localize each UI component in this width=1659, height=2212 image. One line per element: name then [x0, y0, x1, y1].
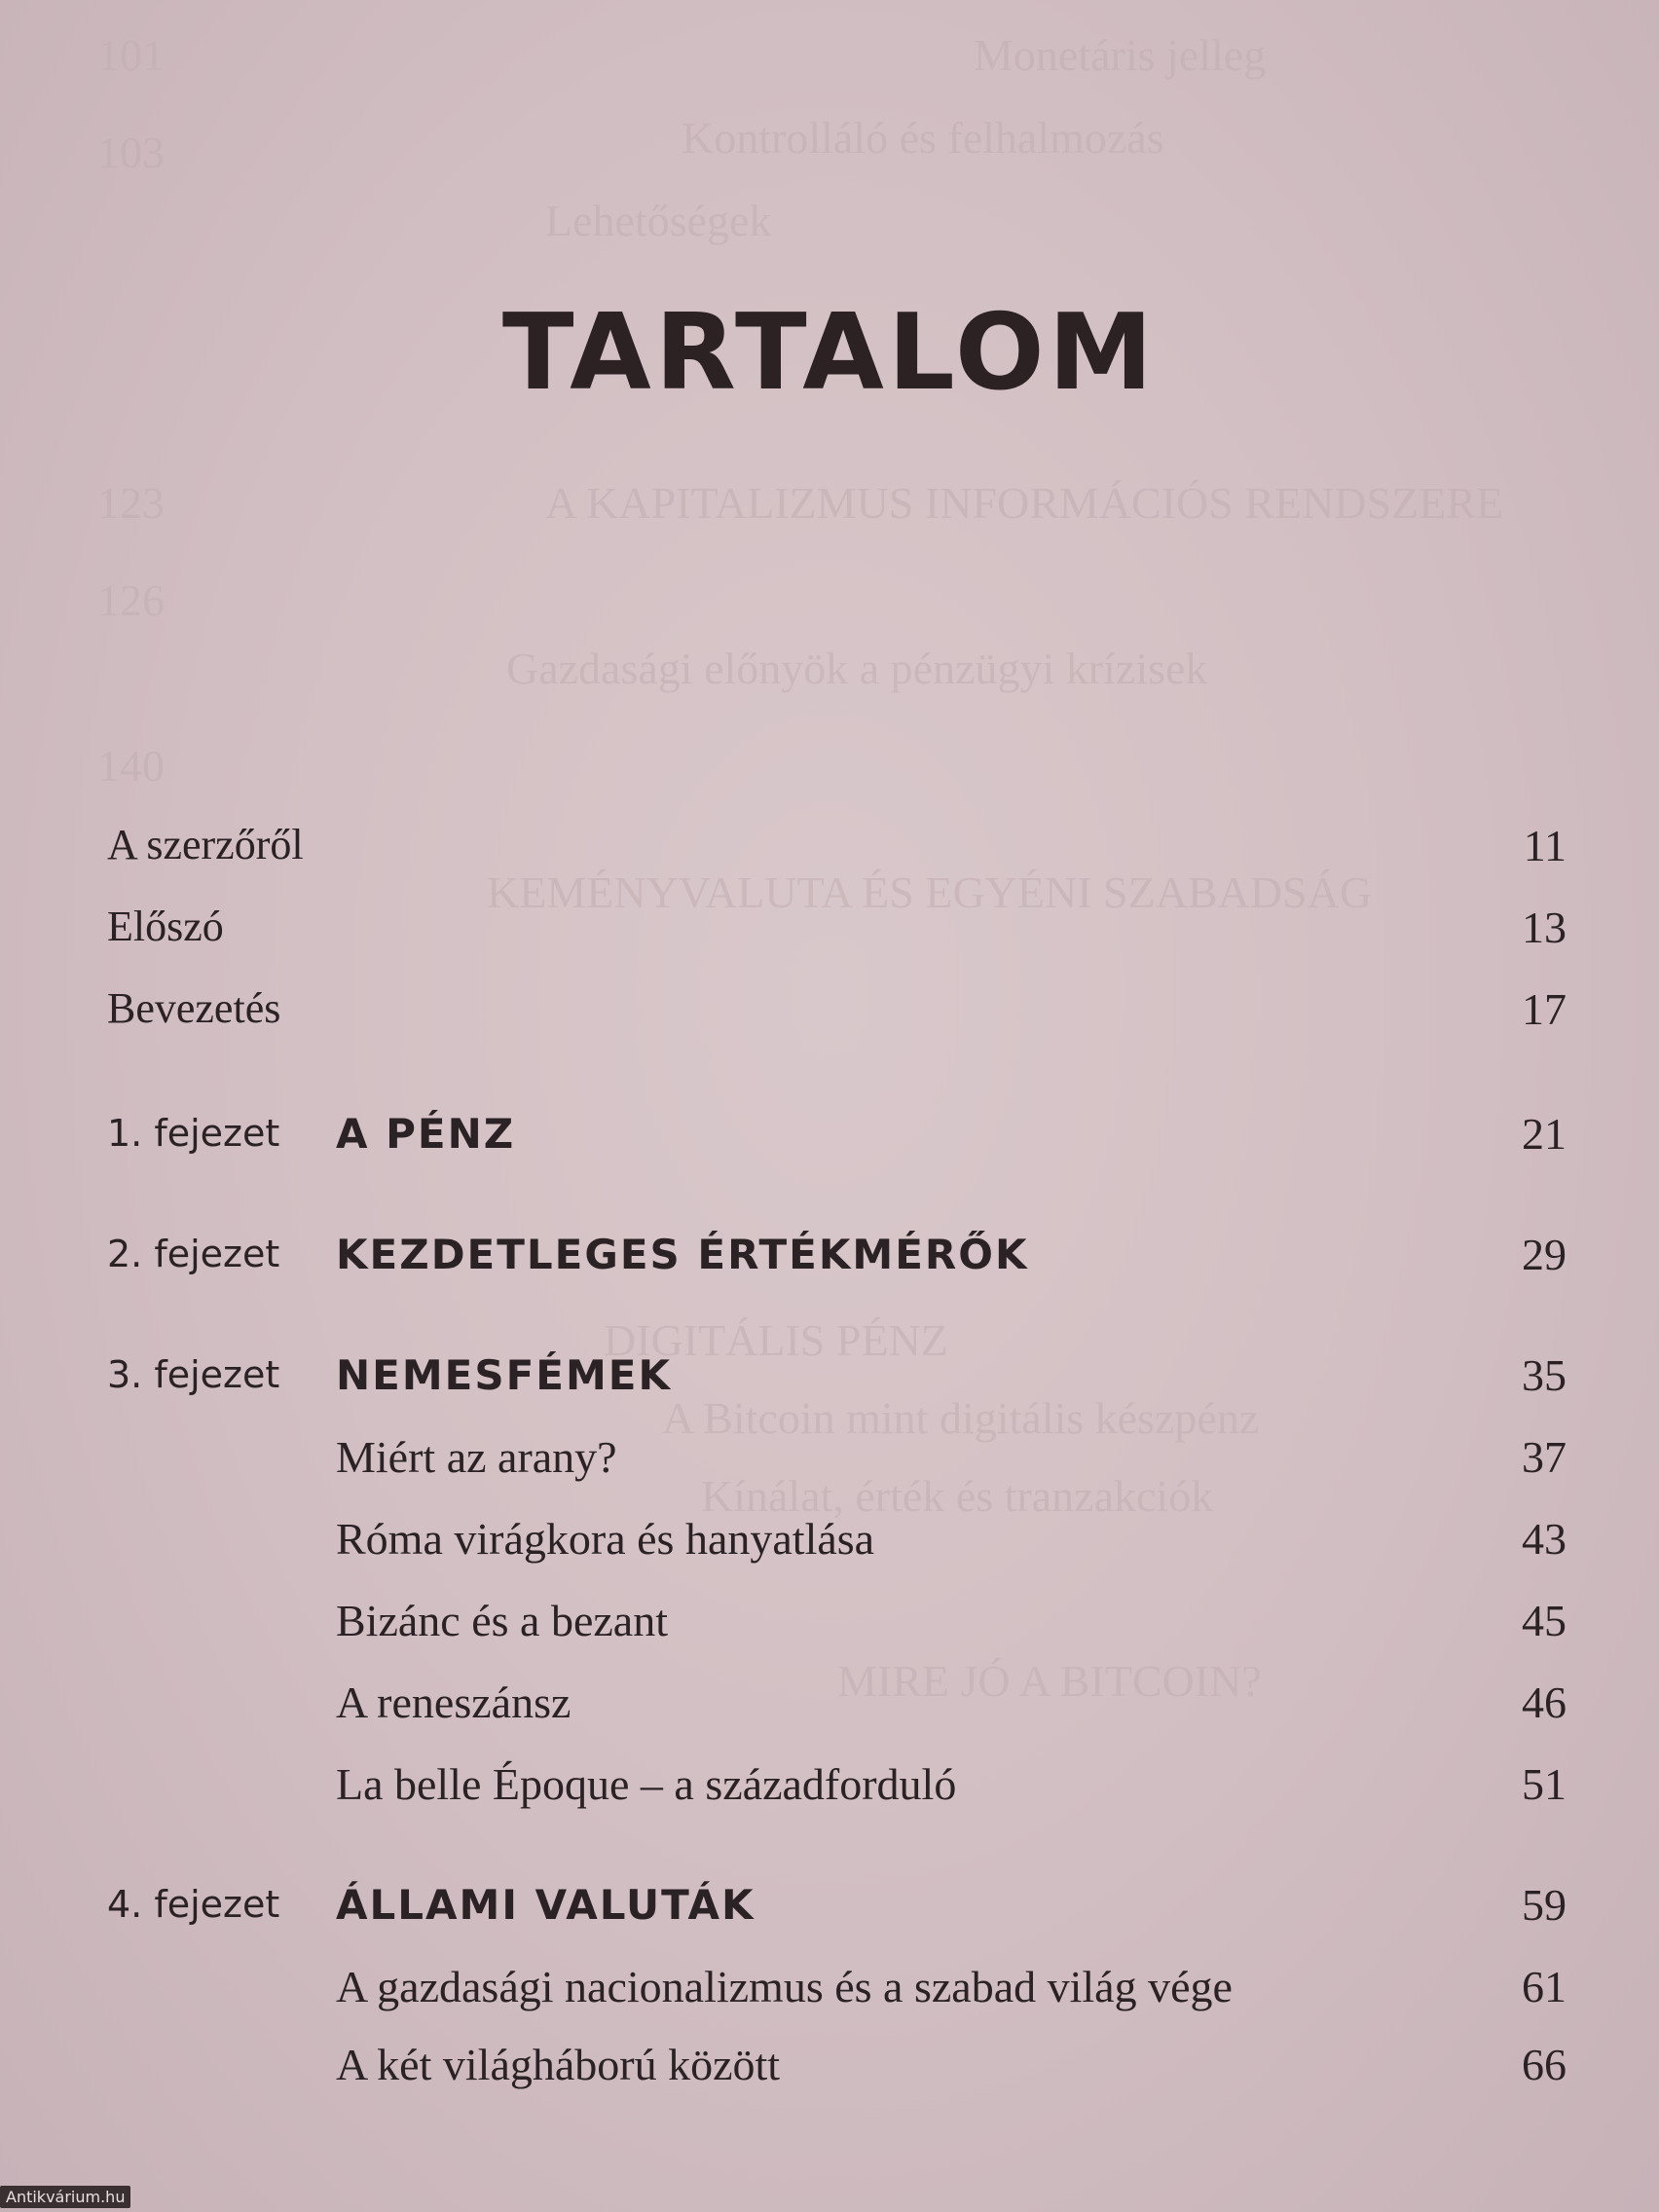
toc-section: [0, 1595, 1659, 1663]
toc-chapter-1: [0, 1108, 1659, 1176]
watermark: Antikvárium.hu: [0, 2186, 130, 2208]
toc-chapter-3: [0, 1349, 1659, 1418]
section-title: A reneszánsz: [336, 1677, 571, 1727]
chapter-title: ÁLLAMI VALUTÁK: [336, 1881, 756, 1929]
chapter-page: 21: [1522, 1109, 1567, 1159]
entry-label: A szerzőről: [107, 821, 304, 868]
chapter-number: 3. fejezet: [107, 1353, 280, 1396]
section-title: Róma virágkora és hanyatlása: [336, 1514, 875, 1564]
section-page: 45: [1522, 1596, 1567, 1645]
chapter-page: 29: [1522, 1230, 1567, 1279]
toc-section: [0, 1758, 1659, 1826]
chapter-number: 1. fejezet: [107, 1112, 280, 1155]
toc-section: [0, 2039, 1659, 2107]
chapter-number: 4. fejezet: [107, 1883, 280, 1926]
section-page: 43: [1522, 1514, 1567, 1564]
section-page: 66: [1522, 2040, 1567, 2089]
entry-label: Bevezetés: [107, 984, 281, 1032]
chapter-number: 2. fejezet: [107, 1233, 280, 1275]
section-page: 37: [1522, 1432, 1567, 1482]
toc-chapter-4: [0, 1879, 1659, 1947]
entry-page: 13: [1522, 903, 1567, 952]
section-page: 51: [1522, 1759, 1567, 1809]
chapter-page: 59: [1522, 1880, 1567, 1930]
toc-section: [0, 1677, 1659, 1745]
section-title: A gazdasági nacionalizmus és a szabad világ vége: [336, 1962, 1233, 2011]
section-page: 46: [1522, 1677, 1567, 1727]
section-page: 61: [1522, 1962, 1567, 2011]
show-through-background: Monetáris jelleg Kontrolláló és felhalmozás Lehetőségek A KAPITALIZMUS INFORMÁCIÓS RENDSZERE Gazdasági előnyök a pénzügyi krízisek KEMÉNYVALUTA ÉS EGYÉNI SZABADSÁG DIGITÁLIS PÉNZ A Bitcoin mint digitális készpénz Kínálat, érték és tranzakciók MIRE JÓ A BITCOIN? 101 103 123 126 140: [97, 30, 1504, 1706]
section-title: Miért az arany?: [336, 1432, 617, 1482]
chapter-title: NEMESFÉMEK: [336, 1351, 672, 1399]
toc-section: [0, 1961, 1659, 2029]
chapter-page: 35: [1522, 1350, 1567, 1400]
section-title: Bizánc és a bezant: [336, 1596, 668, 1645]
section-title: La belle Époque – a századforduló: [336, 1759, 957, 1809]
entry-label: Előszó: [107, 903, 224, 950]
page-title: TARTALOM: [501, 292, 1158, 414]
toc-entry-foreword: [0, 902, 1659, 970]
toc-entry-introduction: [0, 983, 1659, 1051]
toc-chapter-2: [0, 1229, 1659, 1297]
toc-section: [0, 1513, 1659, 1581]
chapter-title: A PÉNZ: [336, 1110, 516, 1158]
chapter-title: KEZDETLEGES ÉRTÉKMÉRŐK: [336, 1231, 1029, 1278]
toc-section: [0, 1431, 1659, 1499]
entry-page: 17: [1522, 984, 1567, 1034]
toc-entry-about-author: [0, 820, 1659, 888]
section-title: A két világháború között: [336, 2040, 781, 2089]
entry-page: 11: [1523, 821, 1567, 870]
